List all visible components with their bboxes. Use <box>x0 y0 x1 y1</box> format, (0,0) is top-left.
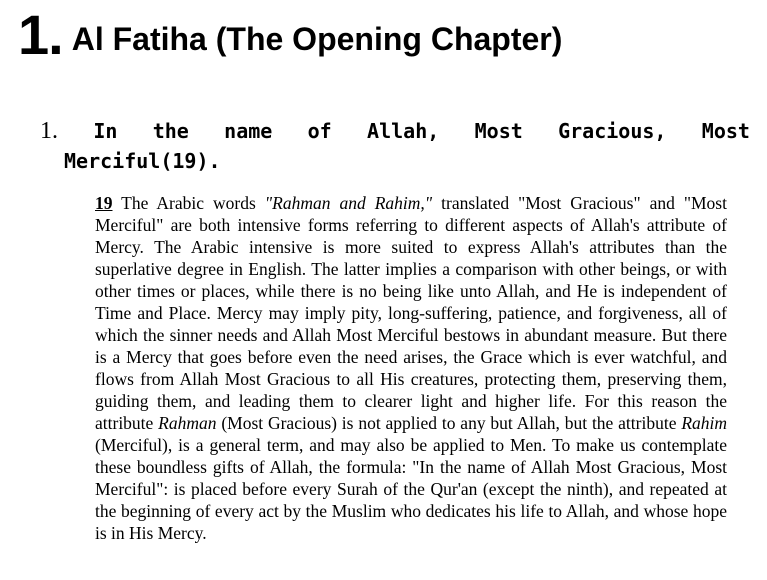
verse-word: Allah, <box>367 119 440 143</box>
footnote-number: 19 <box>95 193 113 213</box>
commentary-italic-text: "Rahman and Rahim," <box>264 193 433 213</box>
verse-word: Gracious, <box>558 119 667 143</box>
chapter-title: Al Fatiha (The Opening Chapter) <box>71 21 563 57</box>
commentary-paragraph <box>95 192 727 544</box>
verse-word: Most <box>474 119 523 143</box>
verse-number: 1. <box>40 118 58 144</box>
verse-line-1 <box>40 116 750 146</box>
verse-word: of <box>307 119 332 143</box>
commentary-text: (Most Gracious) is not applied to any but Allah, but the attribute <box>216 413 682 433</box>
commentary-italic-text: Rahman <box>158 413 217 433</box>
verse-word: In <box>93 119 118 143</box>
chapter-number-dot: . <box>48 3 64 66</box>
verse-word: name <box>224 119 273 143</box>
verse-word: Most <box>701 119 750 143</box>
commentary-text: translated "Most Gracious" and "Most Merciful" are both intensive forms referring to different aspects of Allah's attribute of Mercy. The Arabic intensive is more suited to express Allah's attributes than the superlative degree in English. The latter implies a comparison with other beings, or with other times or places, while there is no being like unto Allah, and He is independent of Time and Place. Mercy may imply pity, long-suffering, patience, and forgiveness, all of which the sinner needs and Allah Most Merciful bestows in abundant measure. But there is a Mercy that goes before even the need arises, the Grace which is ever watchful, and flows from Allah Most Gracious to all His creatures, protecting them, preserving them, guiding them, and leading them to clearer light and higher life. For this reason the attribute <box>95 193 727 433</box>
verse-word: the <box>152 119 189 143</box>
verse <box>40 116 750 176</box>
chapter-number: 1 <box>18 3 49 66</box>
verse-line-2: Merciful(19). <box>64 149 221 173</box>
commentary-text: (Merciful), is a general term, and may also be applied to Men. To make us contemplate these boundless gifts of Allah, the formula: "In the name of Allah Most Gracious, Most Merciful": is placed before every Surah of the Qur'an (except the ninth), and repeated at the beginning of every act by the Muslim who dedicates his life to Allah, and whose hope is in His Mercy. <box>95 435 727 543</box>
commentary-italic-text: Rahim <box>681 413 728 433</box>
commentary-text: The Arabic words <box>112 193 265 213</box>
chapter-heading <box>18 2 562 67</box>
